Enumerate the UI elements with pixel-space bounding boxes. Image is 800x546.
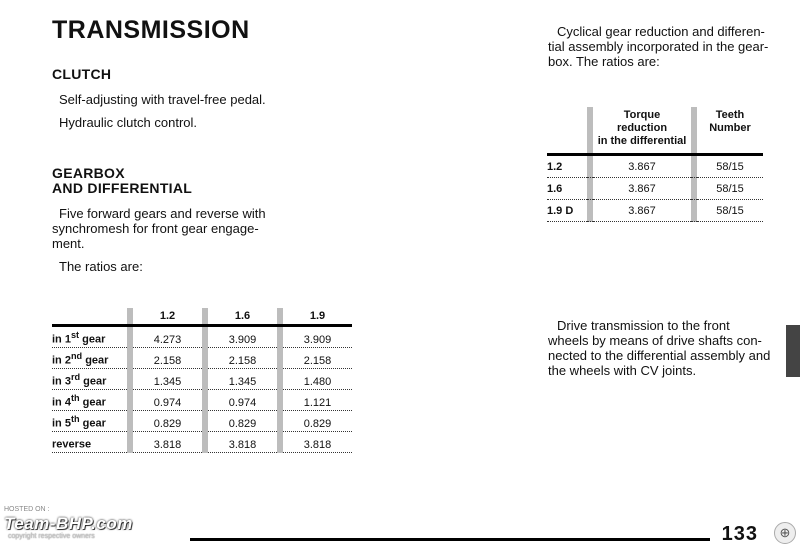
gear-value: 2.158	[133, 348, 202, 369]
gear-value: 0.829	[133, 411, 202, 432]
diff-table-header	[547, 107, 763, 155]
gear-label: in 4th gear	[52, 390, 127, 411]
page-title: TRANSMISSION	[52, 16, 250, 44]
gear-value: 0.829	[208, 411, 277, 432]
watermark-hosted: HOSTED ON :	[4, 506, 50, 513]
watermark-logo: Team-BHP.com	[4, 514, 133, 533]
table-row	[52, 432, 352, 453]
drive-text-1: Drive transmission to the front	[557, 318, 730, 333]
page-footer-rule	[190, 538, 710, 541]
ratios-text: The ratios are:	[59, 259, 143, 274]
table-row	[52, 326, 352, 348]
gear-header-blank	[52, 308, 127, 326]
diff-teeth: 58/15	[697, 178, 763, 200]
watermark-sub: copyright respective owners	[8, 533, 95, 540]
drive-text-3: nected to the differential assembly and	[548, 348, 771, 363]
gear-value: 1.480	[283, 369, 352, 390]
clutch-line-2: Hydraulic clutch control.	[59, 115, 197, 130]
diff-header-torque: Torque reduction in the differential	[593, 107, 691, 155]
table-row	[547, 155, 763, 178]
gear-value: 3.818	[208, 432, 277, 453]
gear-value: 3.818	[283, 432, 352, 453]
drive-text-4: the wheels with CV joints.	[548, 363, 697, 378]
gear-value: 1.345	[208, 369, 277, 390]
gear-value: 1.345	[133, 369, 202, 390]
diff-header-blank	[547, 107, 587, 155]
gearbox-heading-2: AND DIFFERENTIAL	[52, 180, 193, 196]
gearbox-heading-1: GEARBOX	[52, 165, 125, 181]
page-number: 133	[721, 523, 758, 545]
diff-label: 1.6	[547, 178, 587, 200]
table-row	[52, 411, 352, 432]
table-row	[547, 178, 763, 200]
diff-header-teeth: Teeth Number	[697, 107, 763, 155]
gear-header-col: 1.2	[133, 308, 202, 326]
gear-value: 3.909	[208, 326, 277, 348]
gear-value: 0.974	[133, 390, 202, 411]
gear-value: 1.121	[283, 390, 352, 411]
diff-label: 1.2	[547, 155, 587, 178]
diff-intro-1: Cyclical gear reduction and differen-	[557, 24, 765, 39]
gearbox-text-2: synchromesh for front gear engage-	[52, 221, 259, 236]
gear-ratio-table	[52, 308, 352, 453]
gearbox-text-3: ment.	[52, 236, 85, 251]
gear-label: in 1st gear	[52, 326, 127, 348]
table-row	[52, 390, 352, 411]
gear-value: 2.158	[208, 348, 277, 369]
diff-intro-2: tial assembly incorporated in the gear-	[548, 39, 769, 54]
table-row	[52, 348, 352, 369]
gear-value: 3.818	[133, 432, 202, 453]
clutch-heading: CLUTCH	[52, 66, 112, 82]
gear-label: in 3rd gear	[52, 369, 127, 390]
differential-table	[547, 107, 763, 222]
gear-value: 3.909	[283, 326, 352, 348]
page-edge-tab	[786, 325, 800, 377]
gear-label: reverse	[52, 432, 127, 453]
diff-teeth: 58/15	[697, 200, 763, 222]
diff-torque: 3.867	[593, 200, 691, 222]
zoom-icon[interactable]: ⊕	[774, 522, 796, 544]
diff-teeth: 58/15	[697, 155, 763, 178]
gearbox-text-1: Five forward gears and reverse with	[59, 206, 266, 221]
gear-label: in 5th gear	[52, 411, 127, 432]
gear-value: 2.158	[283, 348, 352, 369]
gear-table-header	[52, 308, 352, 326]
diff-torque: 3.867	[593, 178, 691, 200]
clutch-line-1: Self-adjusting with travel-free pedal.	[59, 92, 266, 107]
gear-header-col: 1.9	[283, 308, 352, 326]
diff-torque: 3.867	[593, 155, 691, 178]
gear-value: 0.829	[283, 411, 352, 432]
gear-value: 4.273	[133, 326, 202, 348]
drive-text-2: wheels by means of drive shafts con-	[548, 333, 762, 348]
table-row	[52, 369, 352, 390]
gear-header-col: 1.6	[208, 308, 277, 326]
table-row	[547, 200, 763, 222]
diff-intro-3: box. The ratios are:	[548, 54, 660, 69]
diff-label: 1.9 D	[547, 200, 587, 222]
gear-value: 0.974	[208, 390, 277, 411]
gear-label: in 2nd gear	[52, 348, 127, 369]
